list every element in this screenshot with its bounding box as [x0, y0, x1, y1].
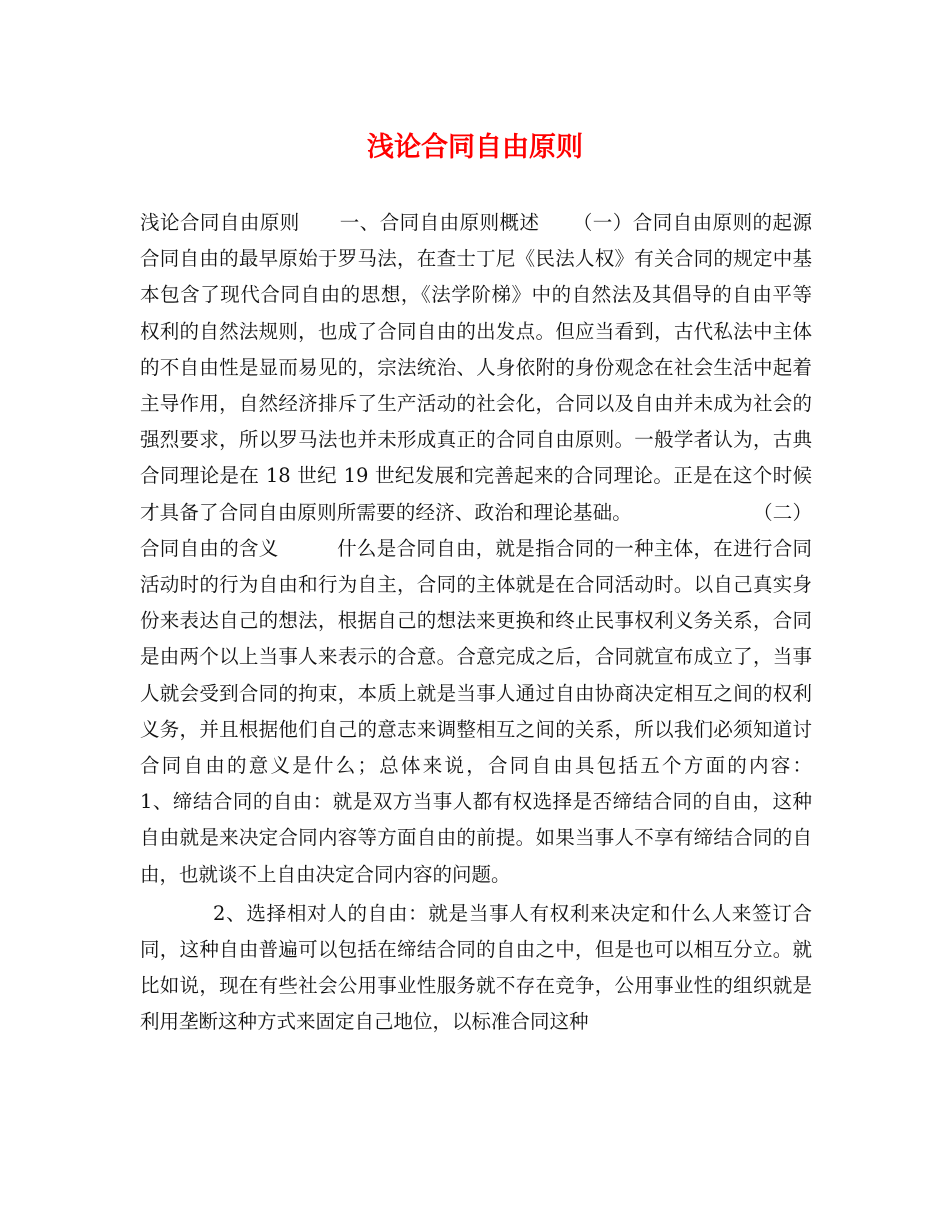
paragraph-1: 浅论合同自由原则 一、合同自由原则概述 （一）合同自由原则的起源 合同自由的最早原始于罗马法，在查士丁尼《民法人权》有关合同的规定中基本包含了现代合同自由的思想，《法学阶梯》中的自然法及其倡导的自由平等权利的自然法规则，也成了合同自由的出发点。但应当看到，古代私法中主体的不自由性是显而易见的，宗法统治、人身依附的身份观念在社会生活中起着主导作用，自然经济排斥了生产活动的社会化，合同以及自由并未成为社会的强烈要求，所以罗马法也并未形成真正的合同自由原则。一般学者认为，古典合同理论是在 18 世纪 19 世纪发展和完善起来的合同理论。正是在这个时候才具备了合同自由原则所需要的经济、政治和理论基础。 （二）合同自由的含义 什么是合同自由，就是指合同的一种主体，在进行合同活动时的行为自由和行为自主，合同的主体就是在合同活动时。以自己真实身份来表达自己的想法，根据自己的想法来更换和终止民事权利义务关系，合同是由两个以上当事人来表示的合意。合意完成之后，合同就宣布成立了，当事人就会受到合同的拘束，本质上就是当事人通过自由协商决定相互之间的权利义务，并且根据他们自己的意志来调整相互之间的关系，所以我们必须知道讨合同自由的意义是什么；总体来说，合同自由具包括五个方面的内容： 1、缔结合同的自由：就是双方当事人都有权选择是否缔结合同的自由，这种自由就是来决定合同内容等方面自由的前提。如果当事人不享有缔结合同的自由，也就谈不上自由决定合同内容的问题。 [140, 211, 893, 886]
document-title: 浅论合同自由原则 [367, 132, 583, 163]
paragraph-2: 2、选择相对人的自由：就是当事人有权利来决定和什么人来签订合同，这种自由普遍可以包括在缔结合同的自由之中，但是也可以相互分立。就比如说，现在有些社会公用事业性服务就不存在竞争，公用事业性的组织就是利用垄断这种方式来固定自己地位，以标准合同这种 [140, 901, 812, 1034]
document-body [140, 205, 893, 1041]
